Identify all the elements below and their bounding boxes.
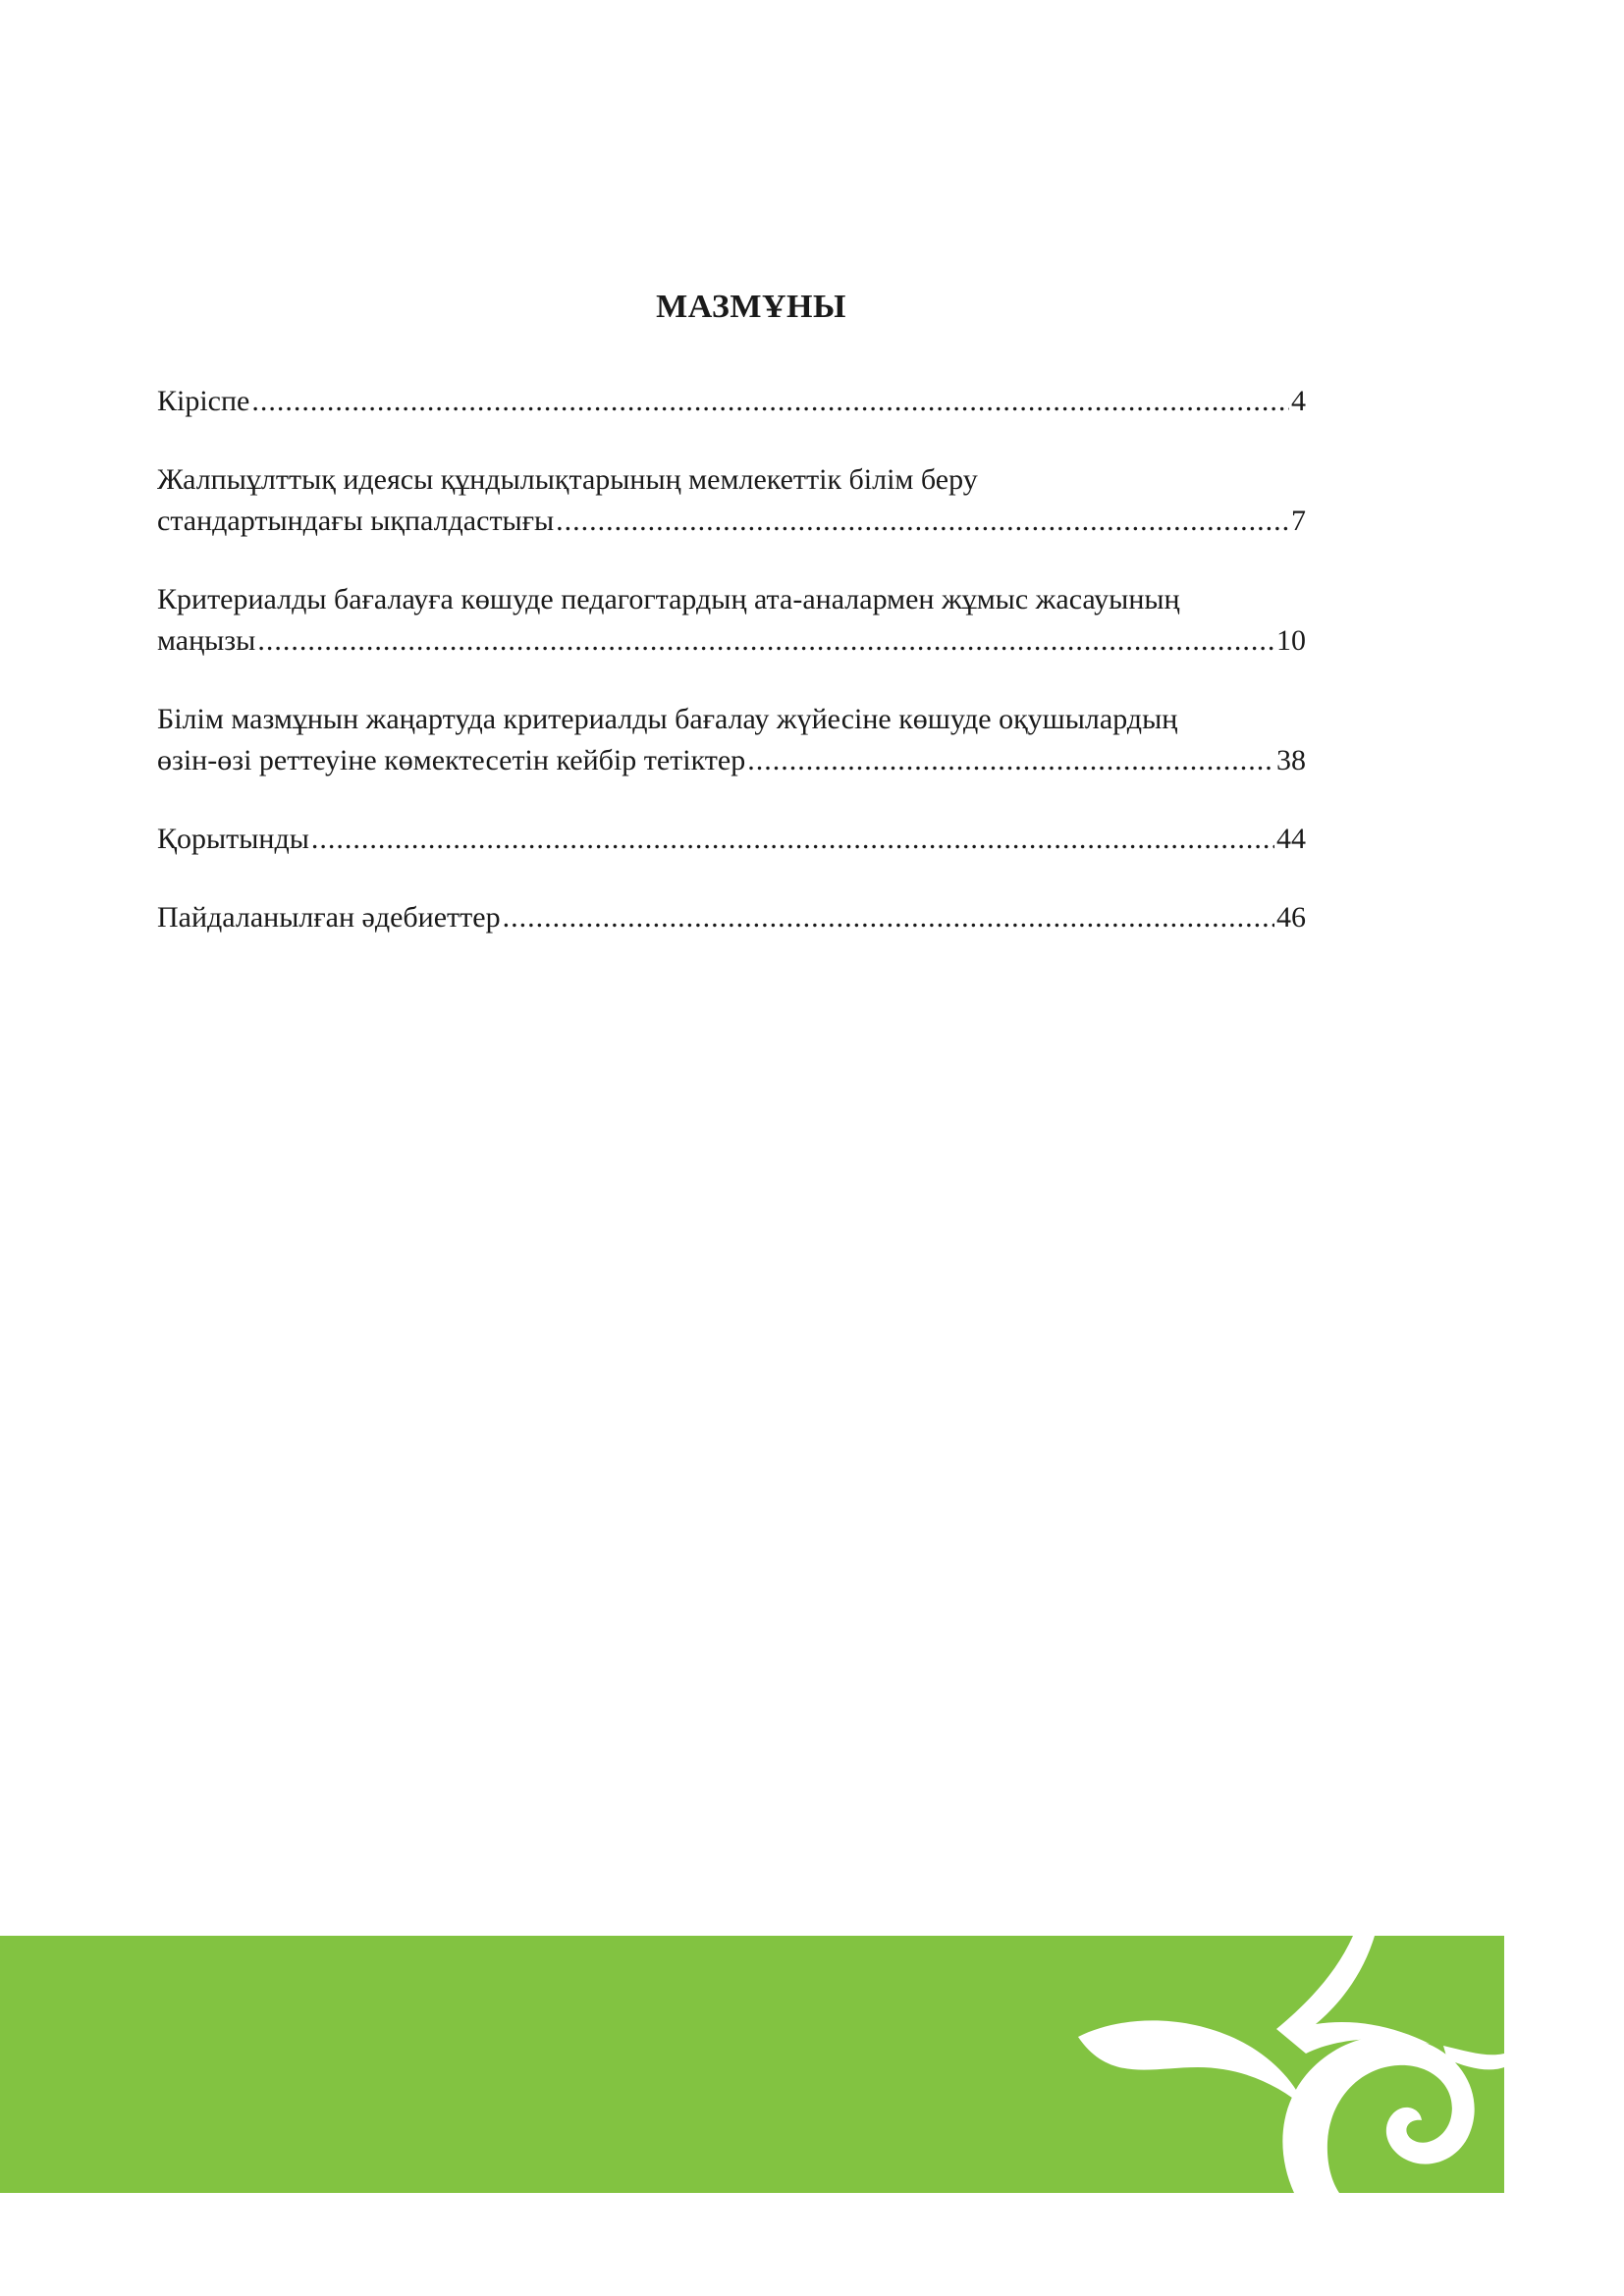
toc-page-number: 46 [1276, 901, 1306, 934]
toc-dot-leader [251, 381, 1289, 422]
toc-entry-title-line-1: Білім мазмұнын жаңартуда критериалды бағалау жүйесіне көшуде оқушылардың [157, 703, 1178, 735]
toc-entry-title: Пайдаланылған әдебиеттер [157, 901, 501, 934]
toc-entry-conclusion[interactable] [157, 819, 1306, 860]
toc-page-number: 10 [1276, 624, 1306, 657]
page-title: МАЗМҰНЫ [656, 289, 846, 325]
footer-ornament-band [0, 1936, 1504, 2193]
toc-entry-introduction[interactable] [157, 381, 1306, 422]
toc-dot-leader [556, 501, 1289, 542]
toc-entry-self-regulation[interactable] [157, 699, 1306, 781]
table-of-contents [157, 381, 1306, 976]
toc-entry-title-line-2: стандартындағы ықпалдастығы [157, 505, 555, 537]
toc-entry-national-idea[interactable] [157, 459, 1306, 542]
toc-line [157, 740, 1306, 781]
toc-page-number: 38 [1276, 744, 1306, 776]
toc-line [157, 501, 1306, 542]
toc-line [157, 620, 1306, 662]
toc-dot-leader [503, 897, 1274, 938]
toc-entry-references[interactable] [157, 897, 1306, 938]
toc-line [157, 819, 1306, 860]
toc-page-number: 4 [1291, 385, 1306, 417]
toc-entry-title: Кіріспе [157, 385, 250, 417]
toc-line [157, 381, 1306, 422]
toc-page-number: 44 [1276, 823, 1306, 855]
toc-line [157, 897, 1306, 938]
toc-entry-title: Қорытынды [157, 823, 309, 855]
toc-dot-leader [311, 819, 1274, 860]
toc-entry-title-line-1: Критериалды бағалауға көшуде педагогтардың ата-аналармен жұмыс жасауының [157, 583, 1180, 615]
toc-page-number: 7 [1291, 505, 1306, 537]
toc-entry-parents-work[interactable] [157, 579, 1306, 662]
toc-entry-title-line-2: өзін-өзі реттеуіне көмектесетін кейбір тетіктер [157, 744, 746, 776]
toc-dot-leader [257, 620, 1274, 662]
toc-entry-title-line-2: маңызы [157, 624, 256, 657]
toc-entry-title-line-1: Жалпыұлттық идеясы құндылықтарының мемлекеттік білім беру [157, 463, 978, 496]
toc-dot-leader [747, 740, 1274, 781]
